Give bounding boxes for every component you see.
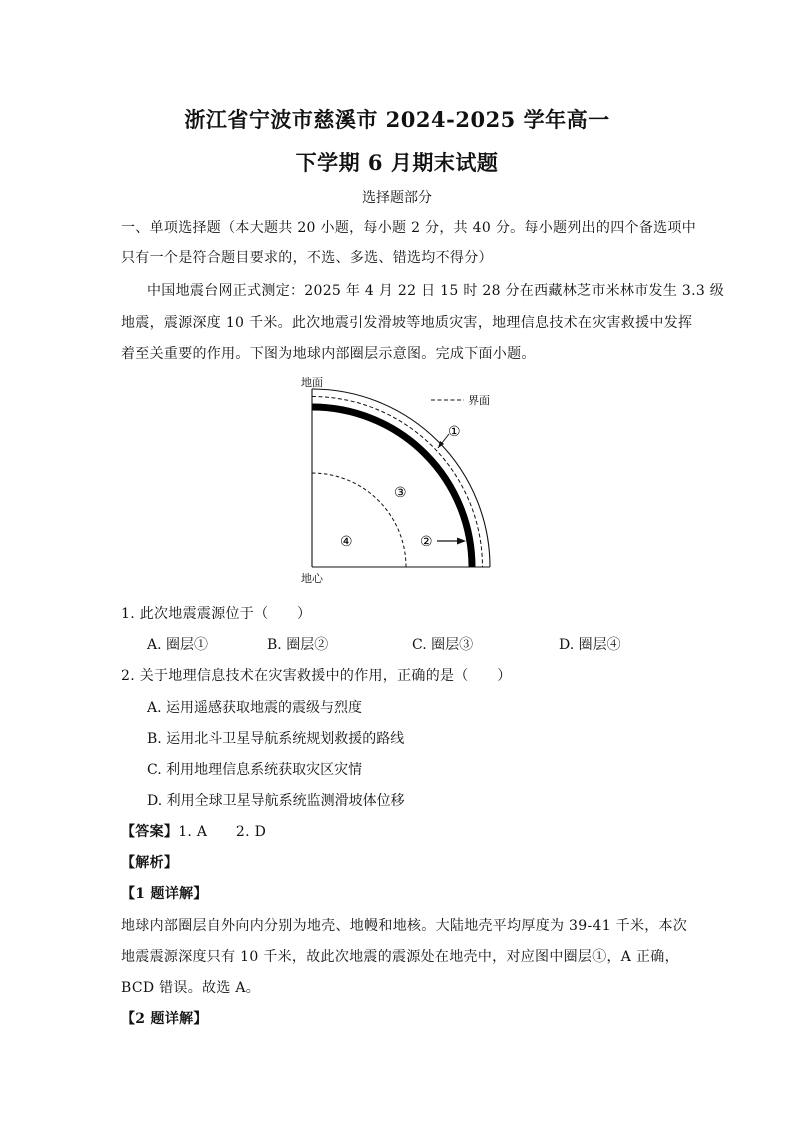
document-title-line1: 浙江省宁波市慈溪市 2024-2025 学年高一	[184, 107, 610, 132]
passage-line1: 中国地震台网正式测定：2025 年 4 月 22 日 15 时 28 分在西藏林芝市米林市发生 3.3 级	[147, 283, 725, 299]
surface-label: 地面	[301, 376, 323, 389]
question-1-option-a: A. 圈层①	[147, 637, 209, 653]
question-2-stem: 2. 关于地理信息技术在灾害救援中的作用，正确的是（ ）	[121, 668, 512, 684]
inner-core-dashed-arc	[312, 473, 406, 567]
detail-1-line2: 地震震源深度只有 10 千米，故此次地震的震源处在地壳中，对应图中圈层①，A 正确，	[121, 949, 679, 965]
question-1-option-b: B. 圈层②	[267, 637, 329, 653]
question-2-option-c: C. 利用地理信息系统获取灾区灾情	[147, 762, 363, 778]
analysis-label: 【解析】	[121, 855, 179, 871]
passage-line3: 着至关重要的作用。下图为地球内部圈层示意图。完成下面小题。	[121, 346, 536, 362]
question-1-stem: 1. 此次地震震源位于（ ）	[121, 606, 312, 622]
detail-1-line3: BCD 错误。故选 A。	[121, 980, 261, 996]
answer-line	[121, 821, 266, 841]
label-2-arrowhead	[457, 538, 466, 545]
legend-label: 界面	[468, 394, 490, 407]
core-label: 地心	[301, 572, 323, 585]
answer-label: 【答案】	[121, 824, 179, 840]
answer-text: 1. A 2. D	[178, 824, 267, 840]
document-title-line2: 下学期 6 月期末试题	[295, 150, 499, 175]
question-1-option-d: D. 圈层④	[559, 637, 621, 653]
layer-label-2: ②	[420, 534, 433, 550]
detail-2-label: 【2 题详解】	[121, 1011, 208, 1027]
passage-line2: 地震，震源深度 10 千米。此次地震引发滑坡等地质灾害，地理信息技术在灾害救援中发挥	[121, 315, 693, 331]
detail-1-label: 【1 题详解】	[121, 886, 208, 902]
question-1-option-c: C. 圈层③	[412, 637, 474, 653]
earth-layers-diagram	[296, 372, 506, 587]
layer-label-4: ④	[340, 534, 353, 550]
question-2-option-a: A. 运用遥感获取地震的震级与烈度	[147, 700, 363, 716]
layer-label-1: ①	[448, 424, 461, 440]
question-2-option-b: B. 运用北斗卫星导航系统规划救援的路线	[147, 731, 405, 747]
detail-1-line1: 地球内部圈层自外向内分别为地壳、地幔和地核。大陆地壳平均厚度为 39-41 千米，本次	[121, 918, 688, 934]
layer-label-3: ③	[394, 485, 407, 501]
question-2-option-d: D. 利用全球卫星导航系统监测滑坡体位移	[147, 793, 405, 809]
section-title: 选择题部分	[362, 190, 432, 206]
instructions-line1: 一、单项选择题（本大题共 20 小题，每小题 2 分，共 40 分。每小题列出的四个备选项中	[121, 220, 697, 236]
instructions-line2: 只有一个是符合题目要求的，不选、多选、错选均不得分）	[121, 250, 493, 266]
